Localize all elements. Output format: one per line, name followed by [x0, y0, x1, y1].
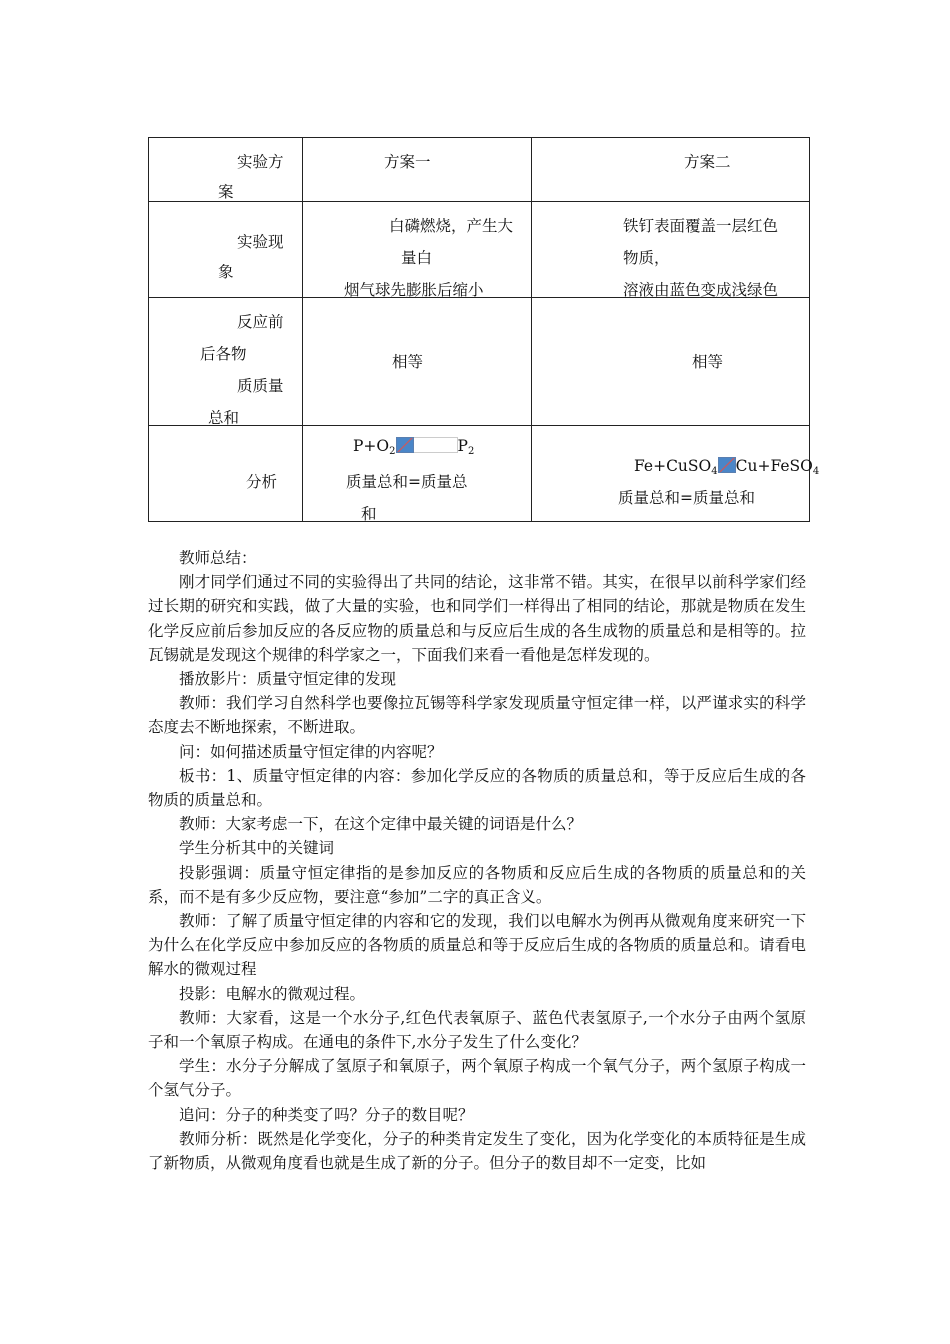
table-header-row	[149, 138, 810, 202]
paragraph-teacher-summary-title: 教师总结：	[179, 549, 257, 567]
analysis-plan-two-line2: 质量总和=质量总和	[618, 489, 755, 507]
paragraph-projection-emphasis: 投影强调：质量守恒定律指的是参加反应的各物质和反应后生成的各物质的质量总和的关系，而不是有多少反应物，要注意“参加”二字的真正含义。	[148, 863, 806, 906]
reaction-arrow-icon	[396, 437, 414, 453]
phenomenon-plan-one-line2: 量白	[401, 249, 433, 267]
paragraph-teacher-attitude: 教师：我们学习自然科学也要像拉瓦锡等科学家发现质量守恒定律一样，以严谨求实的科学态度去不断地探索，不断进取。	[148, 694, 806, 737]
equation-products: P	[457, 437, 468, 455]
equation-subscript: 2	[467, 446, 475, 457]
table-row-phenomenon	[149, 202, 810, 298]
paragraph-play-film: 播放影片：质量守恒定律的发现	[179, 670, 397, 689]
phenomenon-label-line1: 实验现	[237, 233, 284, 251]
paragraph-student-answer: 学生：水分子分解成了氢原子和氧原子，两个氧原子构成一个氧气分子，两个氢原子构成一个氢气分子。	[148, 1057, 806, 1100]
paragraph-follow-up: 追问：分子的种类变了吗？分子的数目呢？	[179, 1105, 474, 1124]
paragraph-teacher-summary: 刚才同学们通过不同的实验得出了共同的结论，这非常不错。其实，在很早以前科学家们经过长期的研究和实践，做了大量的实验，也和同学们一样得出了相同的结论，那就是物质在发生化学反应前后参加反应的各反应物的质量总和与反应后生成的各生成物的质量总和是相等的。拉瓦锡就是发现这个规律的科学家之一，下面我们来看一看他是怎样发现的。	[148, 573, 806, 664]
analysis-plan-one-line3: 和	[361, 505, 377, 523]
paragraph-blackboard: 板书：1、质量守恒定律的内容：参加化学反应的各物质的质量总和，等于反应后生成的各物质的质量总和。	[148, 766, 806, 810]
equation-subscript: 4	[812, 466, 820, 477]
phenomenon-plan-one-line1: 白磷燃烧，产生大	[389, 217, 514, 235]
analysis-plan-one-line2: 质量总和=质量总	[346, 473, 468, 491]
paragraph-projection-electrolysis: 投影：电解水的微观过程。	[179, 984, 366, 1003]
equation-reactants: Fe+CuSO	[634, 457, 712, 475]
header-label-line2: 案	[218, 183, 234, 201]
mass-label-line1: 反应前	[237, 313, 284, 331]
phenomenon-plan-two-line3: 溶液由蓝色变成浅绿色	[623, 281, 779, 299]
phenomenon-plan-two-line1: 铁钉表面覆盖一层红色	[623, 217, 779, 235]
phenomenon-plan-one-line3: 烟气球先膨胀后缩小	[344, 281, 484, 299]
table-row-analysis	[149, 426, 810, 522]
equation-products: Cu+FeSO	[735, 457, 813, 475]
paragraph-teacher-analysis: 教师分析：既然是化学变化，分子的种类肯定发生了变化，因为化学变化的本质特征是生成了新物质，从微观角度看也就是生成了新的分子。但分子的数目却不一定变，比如	[148, 1129, 806, 1173]
lesson-body	[148, 546, 806, 1175]
equation-placeholder-box	[414, 437, 458, 453]
phenomenon-label-line2: 象	[218, 263, 234, 281]
table-row-mass	[149, 298, 810, 426]
paragraph-question: 问：如何描述质量守恒定律的内容呢？	[179, 742, 443, 761]
experiment-table	[148, 137, 820, 523]
header-label-line1: 实验方	[237, 153, 284, 171]
paragraph-student-analysis: 学生分析其中的关键词	[179, 839, 335, 858]
equation-subscript: 4	[711, 466, 718, 477]
reaction-arrow-icon	[718, 457, 736, 473]
paragraph-teacher-keyword: 教师：大家考虑一下，在这个定律中最关键的词语是什么？	[179, 815, 583, 834]
equation-reactants: P+O	[353, 437, 390, 455]
paragraph-teacher-water-molecule: 教师：大家看，这是一个水分子,红色代表氧原子、蓝色代表氢原子,一个水分子由两个氢原子和一个氧原子构成。在通电的条件下,水分子发生了什么变化？	[148, 1008, 806, 1052]
mass-plan-one-value: 相等	[392, 353, 424, 371]
header-plan-one: 方案一	[384, 153, 431, 171]
mass-plan-two-value: 相等	[692, 353, 724, 371]
header-plan-two: 方案二	[684, 153, 731, 171]
analysis-plan-one-equation	[353, 430, 474, 468]
phenomenon-plan-two-line2: 物质，	[623, 249, 670, 267]
mass-label-line3: 质质量	[237, 377, 284, 395]
equation-subscript: 2	[389, 446, 396, 457]
mass-label-line2: 后各物	[200, 345, 247, 363]
mass-label-line4: 总和	[208, 409, 240, 427]
paragraph-teacher-electrolysis: 教师：了解了质量守恒定律的内容和它的发现，我们以电解水为例再从微观角度来研究一下为什么在化学反应中参加反应的各物质的质量总和等于反应后生成的各物质的质量总和。请看电解水的微观过程	[148, 912, 806, 979]
analysis-label: 分析	[246, 473, 278, 491]
